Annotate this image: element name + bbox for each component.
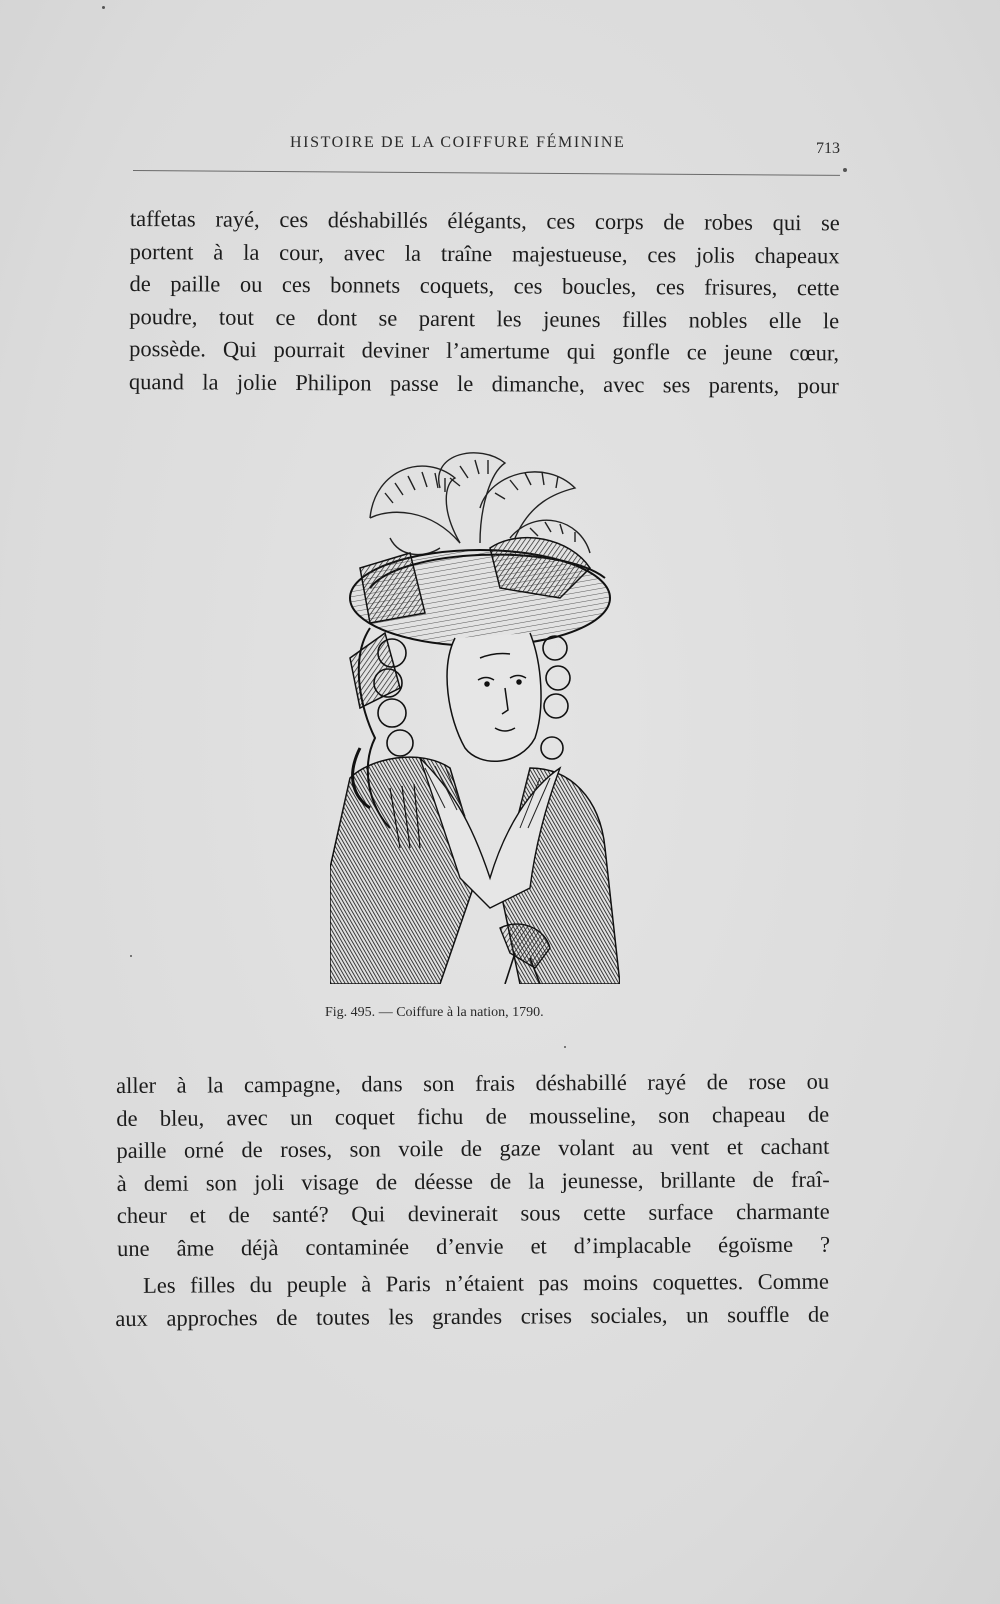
word: de <box>752 1166 774 1192</box>
word: déshabillés <box>327 207 428 233</box>
word: chapeaux <box>754 242 840 268</box>
text-line <box>129 333 839 370</box>
word: et <box>189 1202 206 1228</box>
word: la <box>207 1072 224 1098</box>
running-title: HISTOIRE DE LA COIFFURE FÉMININE <box>290 134 626 151</box>
word: ces <box>546 208 576 234</box>
word: ces <box>513 273 543 299</box>
word: les <box>388 1303 414 1329</box>
word: souffle <box>727 1301 790 1327</box>
word: Qui <box>351 1201 386 1227</box>
word: frisures, <box>704 274 778 301</box>
word: visage <box>301 1169 359 1195</box>
word: à <box>361 1271 372 1297</box>
word: gaze <box>499 1135 541 1161</box>
word: Paris <box>385 1271 431 1297</box>
word: santé? <box>272 1202 329 1228</box>
word: charmante <box>735 1199 830 1225</box>
word: jeune <box>723 340 773 366</box>
word: mousseline, <box>529 1102 637 1129</box>
word: aux <box>115 1305 148 1331</box>
word: fraî- <box>790 1166 830 1192</box>
word: ce <box>275 304 296 330</box>
paper-speck <box>102 6 105 9</box>
word: pas <box>538 1270 569 1296</box>
word: frais <box>474 1070 516 1096</box>
word: orné <box>183 1137 225 1163</box>
word: filles <box>622 306 668 333</box>
word: Qui <box>222 336 257 363</box>
text-line <box>129 268 839 305</box>
paragraph-bottom <box>116 1066 830 1266</box>
text-line <box>130 236 840 273</box>
word: dont <box>316 304 358 331</box>
word: cette <box>583 1200 626 1226</box>
word: roses, <box>280 1136 333 1163</box>
word: la <box>243 239 260 265</box>
figure-engraving <box>330 448 620 984</box>
word: dans <box>361 1071 403 1097</box>
paper-speck <box>564 1046 566 1048</box>
word: peuple <box>286 1271 347 1297</box>
paragraph-bottom-last-line: une âme déjà contaminée d’envie et d’implacable égoïsme ? <box>117 1231 831 1261</box>
word: dimanche, <box>491 371 585 397</box>
text-line <box>117 1163 830 1200</box>
word: de <box>485 1103 507 1129</box>
word: devinerait <box>407 1201 498 1227</box>
paragraph-top <box>129 203 840 403</box>
face <box>447 633 541 761</box>
header-rule <box>133 170 840 176</box>
word: un <box>289 1104 313 1130</box>
word: boucles, <box>561 273 637 300</box>
word: déesse <box>414 1168 473 1194</box>
word: Les <box>143 1272 176 1298</box>
word: approches <box>166 1304 258 1331</box>
word: filles <box>190 1272 236 1298</box>
word: ou <box>806 1068 830 1094</box>
word: parent <box>418 305 476 331</box>
word: de <box>460 1135 483 1162</box>
figure-number: Fig. 495. <box>325 1005 376 1020</box>
word: cette <box>796 275 840 301</box>
word: qui <box>772 209 802 236</box>
word: de <box>663 209 685 235</box>
text-line <box>116 1098 829 1135</box>
text-line <box>129 301 839 338</box>
word: de <box>375 1169 398 1195</box>
word: ce <box>686 339 707 365</box>
word: le <box>822 308 840 334</box>
word: à <box>176 1072 187 1098</box>
text-line <box>129 366 839 403</box>
word: coquets, <box>419 272 495 299</box>
word: bleu, <box>159 1105 205 1131</box>
word: la <box>528 1168 545 1194</box>
word: avec <box>226 1104 268 1130</box>
text-line <box>115 1298 829 1335</box>
word: son <box>658 1102 690 1128</box>
word: de <box>241 1137 263 1163</box>
paper-speck <box>130 955 132 957</box>
dress-and-fichu <box>330 757 620 984</box>
word: portent <box>129 238 194 264</box>
paper-speck <box>843 168 847 172</box>
word: cœur, <box>789 340 840 366</box>
word: majestueuse, <box>511 240 628 267</box>
word: nobles <box>688 307 748 333</box>
word: de <box>489 1168 512 1194</box>
word: rayé, <box>215 206 260 232</box>
word: moins <box>582 1269 639 1296</box>
word: qui <box>566 339 596 365</box>
word: de <box>706 1069 728 1095</box>
word: jolis <box>695 242 735 268</box>
word: de <box>228 1202 250 1228</box>
word: coquettes. <box>652 1269 744 1295</box>
word: ces <box>279 206 309 233</box>
word: vent <box>670 1134 710 1160</box>
word: ou <box>239 271 263 297</box>
word: et <box>726 1134 744 1160</box>
word: de <box>129 271 151 297</box>
word: cachant <box>760 1133 830 1160</box>
word: sociales, <box>590 1302 668 1328</box>
word: les <box>496 306 522 332</box>
feather-plumes <box>370 453 590 555</box>
word: paille <box>170 271 221 297</box>
word: du <box>249 1272 273 1298</box>
woman-with-feathered-hat-illustration <box>330 448 620 984</box>
word: ses <box>662 372 691 398</box>
word: joli <box>254 1169 285 1195</box>
word: son <box>423 1070 455 1097</box>
word: se <box>378 305 398 331</box>
text-line <box>116 1066 829 1103</box>
word: elle <box>768 307 802 333</box>
word: traîne <box>440 240 493 266</box>
word: deviner <box>361 337 430 364</box>
word: paille <box>116 1137 167 1164</box>
word: pour <box>797 373 839 399</box>
running-head <box>130 132 840 162</box>
word: Comme <box>757 1268 830 1295</box>
word: crises <box>520 1302 573 1329</box>
word: Philipon <box>295 369 372 396</box>
word: la <box>202 369 219 395</box>
word: se <box>821 210 840 236</box>
word: passe <box>389 370 439 396</box>
word: jeunesse, <box>561 1167 644 1194</box>
word: chapeau <box>711 1101 786 1127</box>
word: voile <box>398 1136 444 1162</box>
word: déshabillé <box>535 1069 627 1096</box>
word: poudre, <box>129 303 198 330</box>
word: volant <box>558 1135 615 1161</box>
word: son <box>349 1136 381 1162</box>
word: son <box>205 1170 238 1196</box>
word: de <box>116 1105 138 1131</box>
word: à <box>116 1170 127 1196</box>
word: avec <box>343 239 386 266</box>
word: jeunes <box>543 306 601 332</box>
text-line <box>117 1196 830 1233</box>
word: toutes <box>316 1304 370 1330</box>
word: ces <box>647 241 677 267</box>
word: coquet <box>334 1103 395 1130</box>
word: de <box>807 1101 830 1127</box>
word: gonfle <box>612 339 670 365</box>
word: rayé <box>647 1069 687 1095</box>
word: pourrait <box>273 337 345 363</box>
word: bonnets <box>330 272 401 298</box>
word: au <box>631 1134 654 1161</box>
paragraph-last <box>115 1266 829 1336</box>
word: élégants, <box>447 207 527 234</box>
word: campagne, <box>243 1071 341 1098</box>
word: le <box>456 370 474 397</box>
word: n’étaient <box>445 1270 525 1296</box>
text-line <box>116 1131 829 1168</box>
word: surface <box>648 1199 714 1226</box>
text-line <box>115 1266 829 1303</box>
word: taffetas <box>129 205 196 232</box>
word: l’amertume <box>446 338 550 364</box>
word: tout <box>218 304 255 330</box>
word: robes <box>704 209 754 235</box>
word: possède. <box>129 336 207 362</box>
word: aller <box>116 1072 157 1098</box>
word: corps <box>594 208 644 235</box>
text-line <box>130 203 840 240</box>
word: jolie <box>236 369 277 395</box>
word: rose <box>748 1068 787 1095</box>
word: à <box>213 239 224 265</box>
word: quand <box>128 368 184 395</box>
word: fichu <box>417 1103 464 1129</box>
word: grandes <box>432 1303 503 1329</box>
figure-caption <box>325 1005 625 1021</box>
page-number: 713 <box>816 140 840 157</box>
word: de <box>276 1304 298 1330</box>
caption-text: Coiffure à la nation, 1790. <box>396 1005 544 1020</box>
word: ces <box>281 272 311 298</box>
paragraph-bottom-lines <box>116 1066 830 1233</box>
word: sous <box>520 1200 561 1226</box>
word: de <box>807 1301 830 1327</box>
caption-dash: — <box>378 1005 393 1020</box>
word: cour, <box>279 239 325 265</box>
word: avec <box>603 371 645 398</box>
word: ces <box>655 274 685 300</box>
word: cheur <box>116 1203 167 1229</box>
word: un <box>686 1301 709 1328</box>
word: demi <box>143 1170 189 1196</box>
word: la <box>404 240 422 266</box>
word: parents, <box>708 372 780 398</box>
word: brillante <box>660 1166 736 1193</box>
